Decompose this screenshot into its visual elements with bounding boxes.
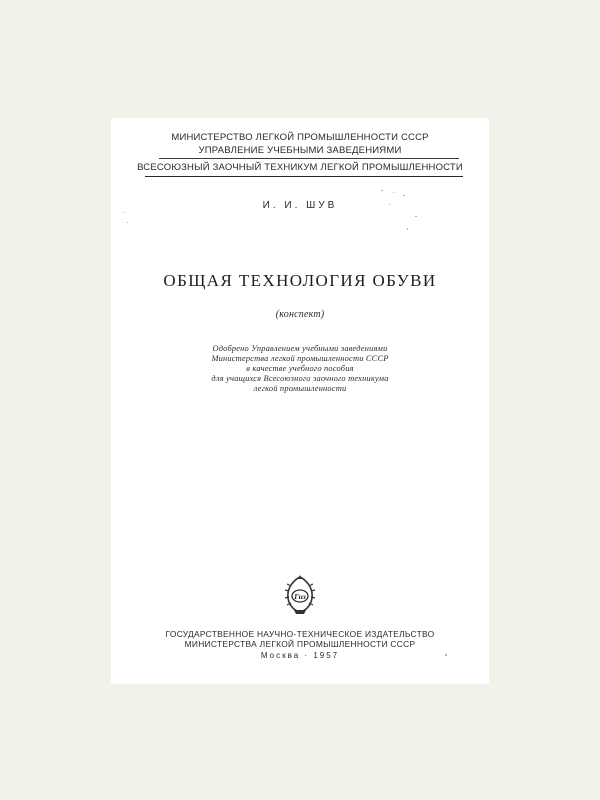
book-title: ОБЩАЯ ТЕХНОЛОГИЯ ОБУВИ bbox=[163, 271, 437, 290]
city-year: Москва · 1957 bbox=[260, 651, 340, 660]
school-heading: ВСЕСОЮЗНЫЙ ЗАОЧНЫЙ ТЕХНИКУМ ЛЕГКОЙ ПРОМЫШЛЕННОСТИ bbox=[137, 162, 463, 173]
print-speck bbox=[127, 222, 128, 223]
publisher-ministry: МИНИСТЕРСТВА ЛЕГКОЙ ПРОМЫШЛЕННОСТИ СССР bbox=[184, 639, 416, 649]
title-page bbox=[111, 118, 489, 684]
print-speck bbox=[123, 212, 124, 213]
print-speck bbox=[393, 192, 394, 193]
book-subtitle: (конспект) bbox=[275, 309, 325, 320]
department-heading: УПРАВЛЕНИЕ УЧЕБНЫМИ ЗАВЕДЕНИЯМИ bbox=[198, 145, 402, 156]
print-speck bbox=[389, 204, 390, 205]
approval-line: Министерства легкой промышленности СССР bbox=[211, 354, 389, 363]
publisher-emblem-text: Гиз bbox=[294, 592, 306, 601]
ministry-heading: МИНИСТЕРСТВО ЛЕГКОЙ ПРОМЫШЛЕННОСТИ СССР bbox=[171, 132, 429, 143]
approval-line: для учащихся Всесоюзного заочного техникума bbox=[211, 374, 389, 383]
author-name: И. И. ШУВ bbox=[262, 200, 338, 211]
header-divider-bottom bbox=[145, 176, 463, 177]
print-speck bbox=[415, 216, 417, 217]
print-speck bbox=[445, 654, 447, 656]
print-speck bbox=[381, 190, 383, 191]
approval-line: легкой промышленности bbox=[253, 384, 347, 393]
approval-line: Одобрено Управлением учебными заведениями bbox=[212, 344, 388, 353]
header-divider-top bbox=[159, 158, 459, 159]
print-speck bbox=[407, 228, 408, 230]
approval-line: в качестве учебного пособия bbox=[246, 364, 354, 373]
publisher-name: ГОСУДАРСТВЕННОЕ НАУЧНО-ТЕХНИЧЕСКОЕ ИЗДАТЕЛЬСТВО bbox=[165, 629, 435, 639]
print-speck bbox=[403, 195, 405, 196]
